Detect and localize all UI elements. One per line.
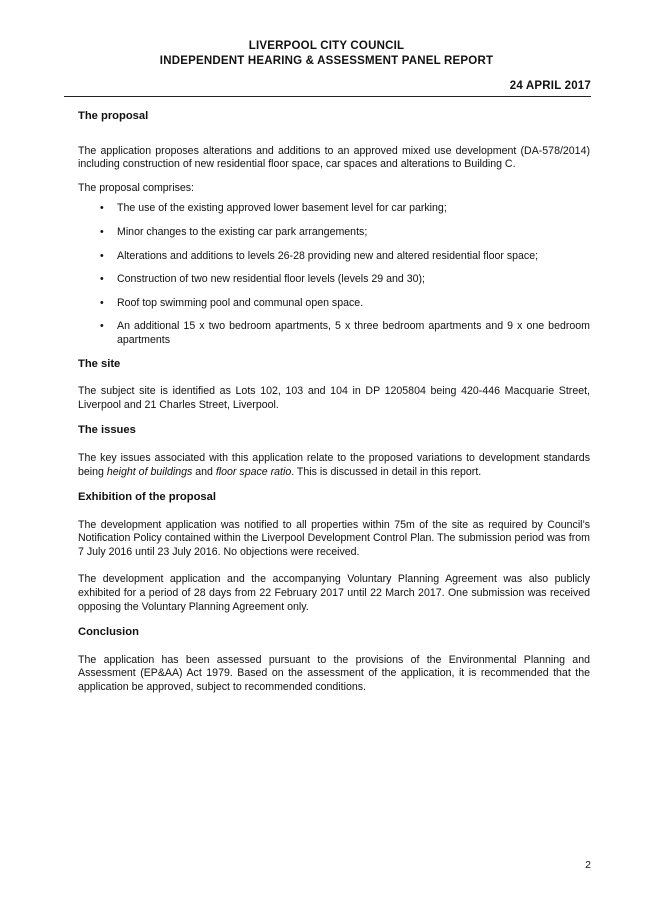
issues-text-and: and (192, 465, 216, 478)
list-item (78, 320, 590, 347)
list-item (78, 297, 590, 311)
site-paragraph: The subject site is identified as Lots 102, 103 and 104 in DP 1205804 being 420-446 Macquarie Street, Liverpool and 21 Charles Street, Liverpool. (78, 385, 590, 411)
bullet-icon: • (100, 273, 104, 286)
bullet-icon: • (100, 296, 104, 309)
exhibition-paragraph-1: The development application was notified to all properties within 75m of the site as required by Council’s Notification Policy contained within the Liverpool Development Control Plan. The submission period was from 7 July 2016 until 23 July 2016. No objections were received. (78, 518, 590, 558)
section-heading-conclusion: Conclusion (78, 626, 139, 639)
report-body (78, 110, 590, 695)
section-heading-exhibition: Exhibition of the proposal (78, 491, 216, 504)
issues-emphasis-fsr: floor space ratio (215, 465, 292, 478)
bullet-icon: • (100, 249, 104, 262)
section-heading-proposal: The proposal (78, 110, 149, 122)
proposal-paragraph: The application proposes alterations and additions to an approved mixed use development (DA-578/2014) including construction of new residential floor space, car spaces and alterations to Building C. (78, 144, 590, 171)
page-number: 2 (585, 859, 591, 871)
exhibition-paragraph-2: The development application and the accompanying Voluntary Planning Agreement was also publicly exhibited for a period of 28 days from 22 February 2017 until 22 March 2017. One submission was received opposing the Voluntary Planning Agreement only. (78, 573, 590, 613)
conclusion-paragraph: The application has been assessed pursuant to the provisions of the Environmental Planning and Assessment (EP&AA) Act 1979. Based on the assessment of the application, it is recommended that the application be approved, subject to recommended conditions. (78, 653, 590, 694)
issues-text-start: The key issues associated with this application relate to the proposed variations to development standards being (78, 451, 590, 478)
council-name: LIVERPOOL CITY COUNCIL (248, 40, 405, 52)
bullet-icon: • (100, 320, 104, 333)
section-heading-site: The site (78, 357, 121, 370)
list-item-text: Minor changes to the existing car park arrangements; (117, 225, 368, 238)
list-item (78, 202, 590, 216)
proposal-comprises-paragraph: The proposal comprises: (78, 181, 194, 194)
report-date: 24 APRIL 2017 (509, 80, 591, 92)
proposal-bullet-list (78, 202, 590, 347)
list-item-text: Alterations and additions to levels 26-28 providing new and altered residential floor space; (117, 249, 539, 262)
bullet-icon: • (100, 202, 104, 215)
list-item-text: Construction of two new residential floor levels (levels 29 and 30); (117, 273, 425, 286)
header-divider (64, 96, 591, 97)
report-title: INDEPENDENT HEARING & ASSESSMENT PANEL REPORT (159, 55, 494, 67)
issues-text-end: . This is discussed in detail in this report. (291, 465, 482, 478)
list-item (78, 226, 590, 240)
bullet-icon: • (100, 225, 104, 238)
issues-paragraph (78, 452, 590, 479)
issues-emphasis-height: height of buildings (106, 465, 193, 478)
list-item-text: The use of the existing approved lower basement level for car parking; (117, 202, 447, 215)
section-heading-issues: The issues (78, 424, 136, 437)
list-item (78, 273, 590, 287)
list-item-text: Roof top swimming pool and communal open space. (117, 296, 364, 309)
list-item-text: An additional 15 x two bedroom apartments, 5 x three bedroom apartments and 9 x one bedroom apartments (117, 320, 590, 346)
list-item (78, 250, 590, 264)
